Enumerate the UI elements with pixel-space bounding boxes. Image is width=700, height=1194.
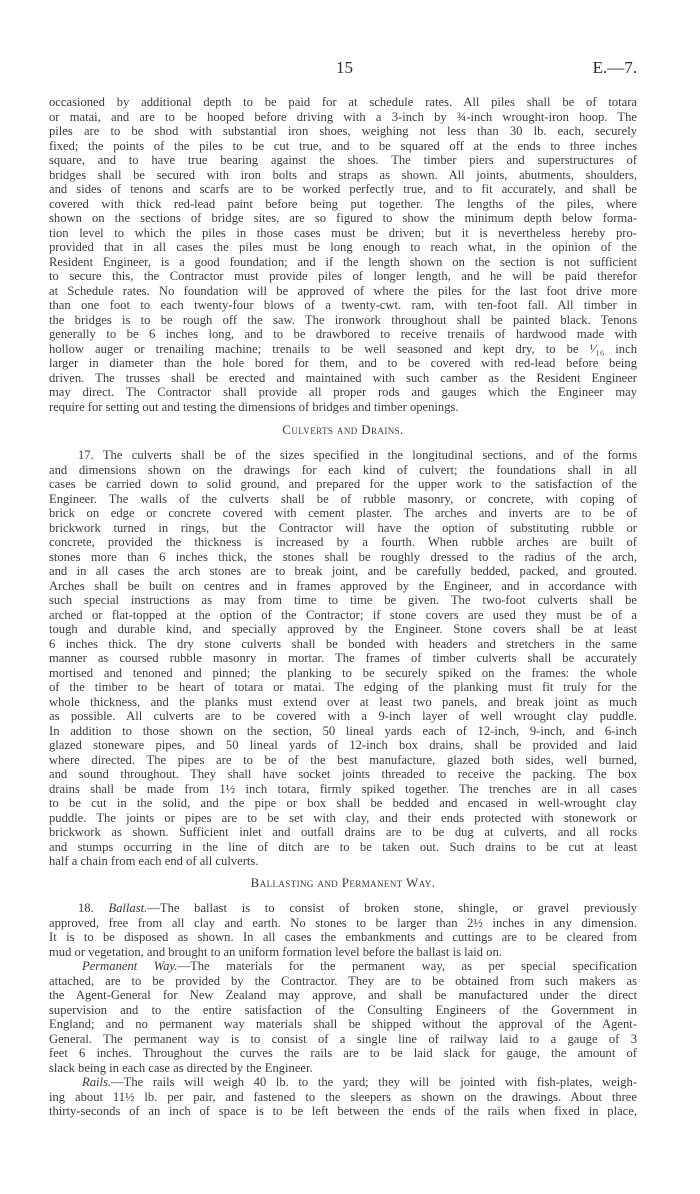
text-line: attached, are to be provided by the Contractor. They are to be obtained from such makers as bbox=[49, 973, 637, 988]
page-number: 15 bbox=[336, 58, 353, 77]
text-line: half a chain from each end of all culverts. bbox=[49, 854, 259, 868]
text-line: and in all cases the arch stones are to break joint, and be carefully bedded, packed, and grouted. bbox=[49, 564, 637, 578]
text-line bbox=[49, 901, 637, 916]
text-line: brickwork as shown. Sufficient inlet and outfall drains are to be dug at culverts, and all rocks bbox=[49, 825, 637, 839]
text-line: glazed stoneware pipes, and 50 lineal yards of 12-inch box drains, shall be provided and laid bbox=[49, 738, 637, 752]
text-line: to be cut in the solid, and the pipe or box shall be bedded and encased in well-wrought clay bbox=[49, 796, 637, 810]
section-heading: Culverts and Drains. bbox=[282, 422, 404, 437]
section-body bbox=[49, 901, 637, 1119]
section-body bbox=[49, 448, 637, 869]
text-line: tion level to which the piles in those cases must be driven; but it is nevertheless hereby pro- bbox=[49, 225, 637, 240]
text-line: Resident Engineer, is a good foundation; and if the length shown on the section is not sufficient bbox=[49, 254, 637, 269]
text-line: to secure this, the Contractor must provide piles of longer length, and he will be paid therefor bbox=[49, 269, 637, 283]
text-line: arched or flat-topped at the option of the Contractor; if stone covers are used they must be of a bbox=[49, 607, 637, 622]
text-line bbox=[49, 959, 637, 974]
text-line: brick on edge or concrete covered with cement plaster. The arches and inverts are to be of bbox=[49, 506, 637, 520]
text-line: manner as coursed rubble masonry in mortar. The frames of timber culverts shall be accurately bbox=[49, 651, 637, 665]
text-line: shown on the sections of bridge sites, are so figured to show the minimum depth below forma- bbox=[49, 211, 637, 225]
text-line: hollow auger or trenailing machine; trenails to be well seasoned and kept dry, to be ¹⁄₁₆ inch bbox=[49, 341, 637, 356]
text-line bbox=[49, 1075, 637, 1090]
line-text: —The ballast is to consist of broken stone, shingle, or gravel previously bbox=[147, 901, 637, 915]
text-line: In addition to those shown on the section, 50 lineal yards each of 12-inch, 9-inch, and 6-inch bbox=[49, 723, 637, 738]
text-line: provided that in all cases the piles must be long enough to reach what, in the opinion of the bbox=[49, 240, 637, 254]
text-line: Arches shall be built on centres and in frames approved by the Engineer, and in accordance with bbox=[49, 578, 637, 593]
text-line: puddle. The joints or pipes are to be set with clay, and their ends protected with stonework or bbox=[49, 810, 637, 825]
text-line: and sides of tenons and scarfs are to be worked perfectly true, and to fit accurately, and shall be bbox=[49, 182, 637, 196]
text-line: whole thickness, and the planks must extend over at least two panels, and break joint as much bbox=[49, 694, 637, 709]
text-line: than one foot to each twenty-four blows of a twenty-cwt. ram, with ten-foot fall. All timber in bbox=[49, 298, 637, 312]
text-line: the bridges is to be rough off the saw. The ironwork throughout shall be painted black. Tenons bbox=[49, 312, 637, 327]
text-line: where directed. The pipes are to be of the best manufacture, glazed both sides, well burned, bbox=[49, 752, 637, 767]
text-line: supervision and to the entire satisfaction of the Consulting Engineers of the Government in bbox=[49, 1002, 637, 1017]
text-line: ing about 11½ lb. per pair, and fastened to the sleepers as shown on the drawings. About three bbox=[49, 1089, 637, 1104]
paragraph-number: 18. bbox=[78, 901, 109, 915]
text-line: slack being in each case as directed by the Engineer. bbox=[49, 1060, 313, 1075]
document-reference: E.—7. bbox=[592, 58, 637, 77]
text-line: generally to be 6 inches long, and to be drawbored to receive trenails of hardwood made with bbox=[49, 327, 637, 341]
text-line: as possible. All culverts are to be covered with a 9-inch layer of well wrought clay puddle. bbox=[49, 709, 637, 723]
text-line: thirty-seconds of an inch of space is to be left between the ends of the rails when fixed in place, bbox=[49, 1104, 637, 1118]
text-line: 6 inches thick. The dry stone culverts shall be bonded with headers and stretchers in the same bbox=[49, 636, 637, 651]
text-line: fixed; the points of the piles to be cut true, and to be squared off at the ends to three inches bbox=[49, 138, 637, 153]
text-line: covered with thick red-lead paint before being put together. The lengths of the piles, where bbox=[49, 196, 637, 211]
italic-subheading: Permanent Way. bbox=[82, 959, 178, 973]
text-line: of the timber to be heart of totara or matai. The edging of the planking must fit truly for the bbox=[49, 680, 637, 694]
italic-subheading: Ballast. bbox=[108, 901, 148, 915]
text-line: brickwork turned in rings, but the Contractor will have the option of substituting rubble or bbox=[49, 520, 637, 535]
text-line: at Schedule rates. No foundation will be approved of where the piles for the last foot drive more bbox=[49, 283, 637, 298]
text-line: feet 6 inches. Throughout the curves the rails are to be laid slack for gauge, the amount of bbox=[49, 1046, 637, 1060]
text-line: the Agent-General for New Zealand may approve, and shall be manufactured under the direct bbox=[49, 988, 637, 1002]
text-line: and stumps occurring in the line of ditch are to be taken out. Such drains to be cut at least bbox=[49, 839, 637, 854]
text-line: mortised and tenoned and pinned; the planking to be securely spiked on the frames: the whole bbox=[49, 665, 637, 680]
text-line: 17. The culverts shall be of the sizes specified in the longitudinal sections, and of the forms bbox=[78, 448, 637, 462]
text-line: It is to be disposed as shown. In all cases the embankments and cuttings are to be cleared from bbox=[49, 930, 637, 944]
line-text: —The rails will weigh 40 lb. to the yard; they will be jointed with fish-plates, weigh- bbox=[111, 1075, 637, 1089]
text-line: or matai, and are to be hooped before driving with a 3-inch by ¾-inch wrought-iron hoop. The bbox=[49, 109, 637, 124]
text-line: may direct. The Contractor shall provide all proper rods and gauges which the Engineer may bbox=[49, 385, 637, 399]
italic-subheading: Rails. bbox=[82, 1075, 112, 1089]
text-line: stones more than 6 inches thick, the stones shall be roughly dressed to the radius of the arch, bbox=[49, 549, 637, 564]
text-line: concrete, provided the thickness is increased by a fourth. When rubble arches are built of bbox=[49, 535, 637, 549]
text-line: approved, free from all clay and earth. No stones to be larger than 2½ inches in any dimension. bbox=[49, 915, 637, 930]
text-line: drains shall be made from 1½ inch totara, firmly spiked together. The trenches are in all cases bbox=[49, 781, 637, 796]
section-body bbox=[49, 95, 637, 414]
section-heading: Ballasting and Permanent Way. bbox=[250, 875, 436, 890]
text-line: driven. The trusses shall be erected and maintained with such camber as the Resident Engineer bbox=[49, 370, 637, 385]
text-line: Engineer. The walls of the culverts shall be of rubble masonry, or concrete, with coping of bbox=[49, 491, 637, 506]
text-line: and sound throughout. They shall have socket joints threaded to receive the packing. The box bbox=[49, 767, 637, 781]
text-line: tough and durable kind, and specially approved by the Engineer. Stone covers shall be at least bbox=[49, 622, 637, 636]
text-line: piles are to be shod with substantial iron shoes, weighing not less than 30 lb. each, securely bbox=[49, 124, 637, 138]
line-text: —The materials for the permanent way, as per special specification bbox=[177, 959, 637, 973]
text-line: require for setting out and testing the dimensions of bridges and timber openings. bbox=[49, 399, 459, 414]
text-line: and dimensions shown on the drawings for each kind of culvert; the foundations shall in all bbox=[49, 462, 637, 477]
text-line: occasioned by additional depth to be paid for at schedule rates. All piles shall be of totara bbox=[49, 95, 637, 109]
text-line: cases be carried down to solid ground, and prepared for the upper work to the satisfaction of the bbox=[49, 477, 637, 491]
text-line: General. The permanent way is to consist of a single line of railway laid to a gauge of 3 bbox=[49, 1031, 637, 1046]
text-line: larger in diameter than the hole bored for them, and to be covered with red-lead before being bbox=[49, 356, 637, 370]
text-line: England; and no permanent way materials shall be shipped without the approval of the Agent- bbox=[49, 1017, 637, 1031]
text-line: bridges shall be secured with iron bolts and straps as shown. All joints, abutments, shoulders, bbox=[49, 167, 637, 182]
text-line: square, and to have true bearing against the shoes. The timber piers and superstructures of bbox=[49, 153, 637, 167]
text-line: mud or vegetation, and brought to an uniform formation level before the ballast is laid on. bbox=[49, 944, 502, 959]
text-line: such special instructions as may from time to time be given. The two-foot culverts shall be bbox=[49, 593, 637, 607]
